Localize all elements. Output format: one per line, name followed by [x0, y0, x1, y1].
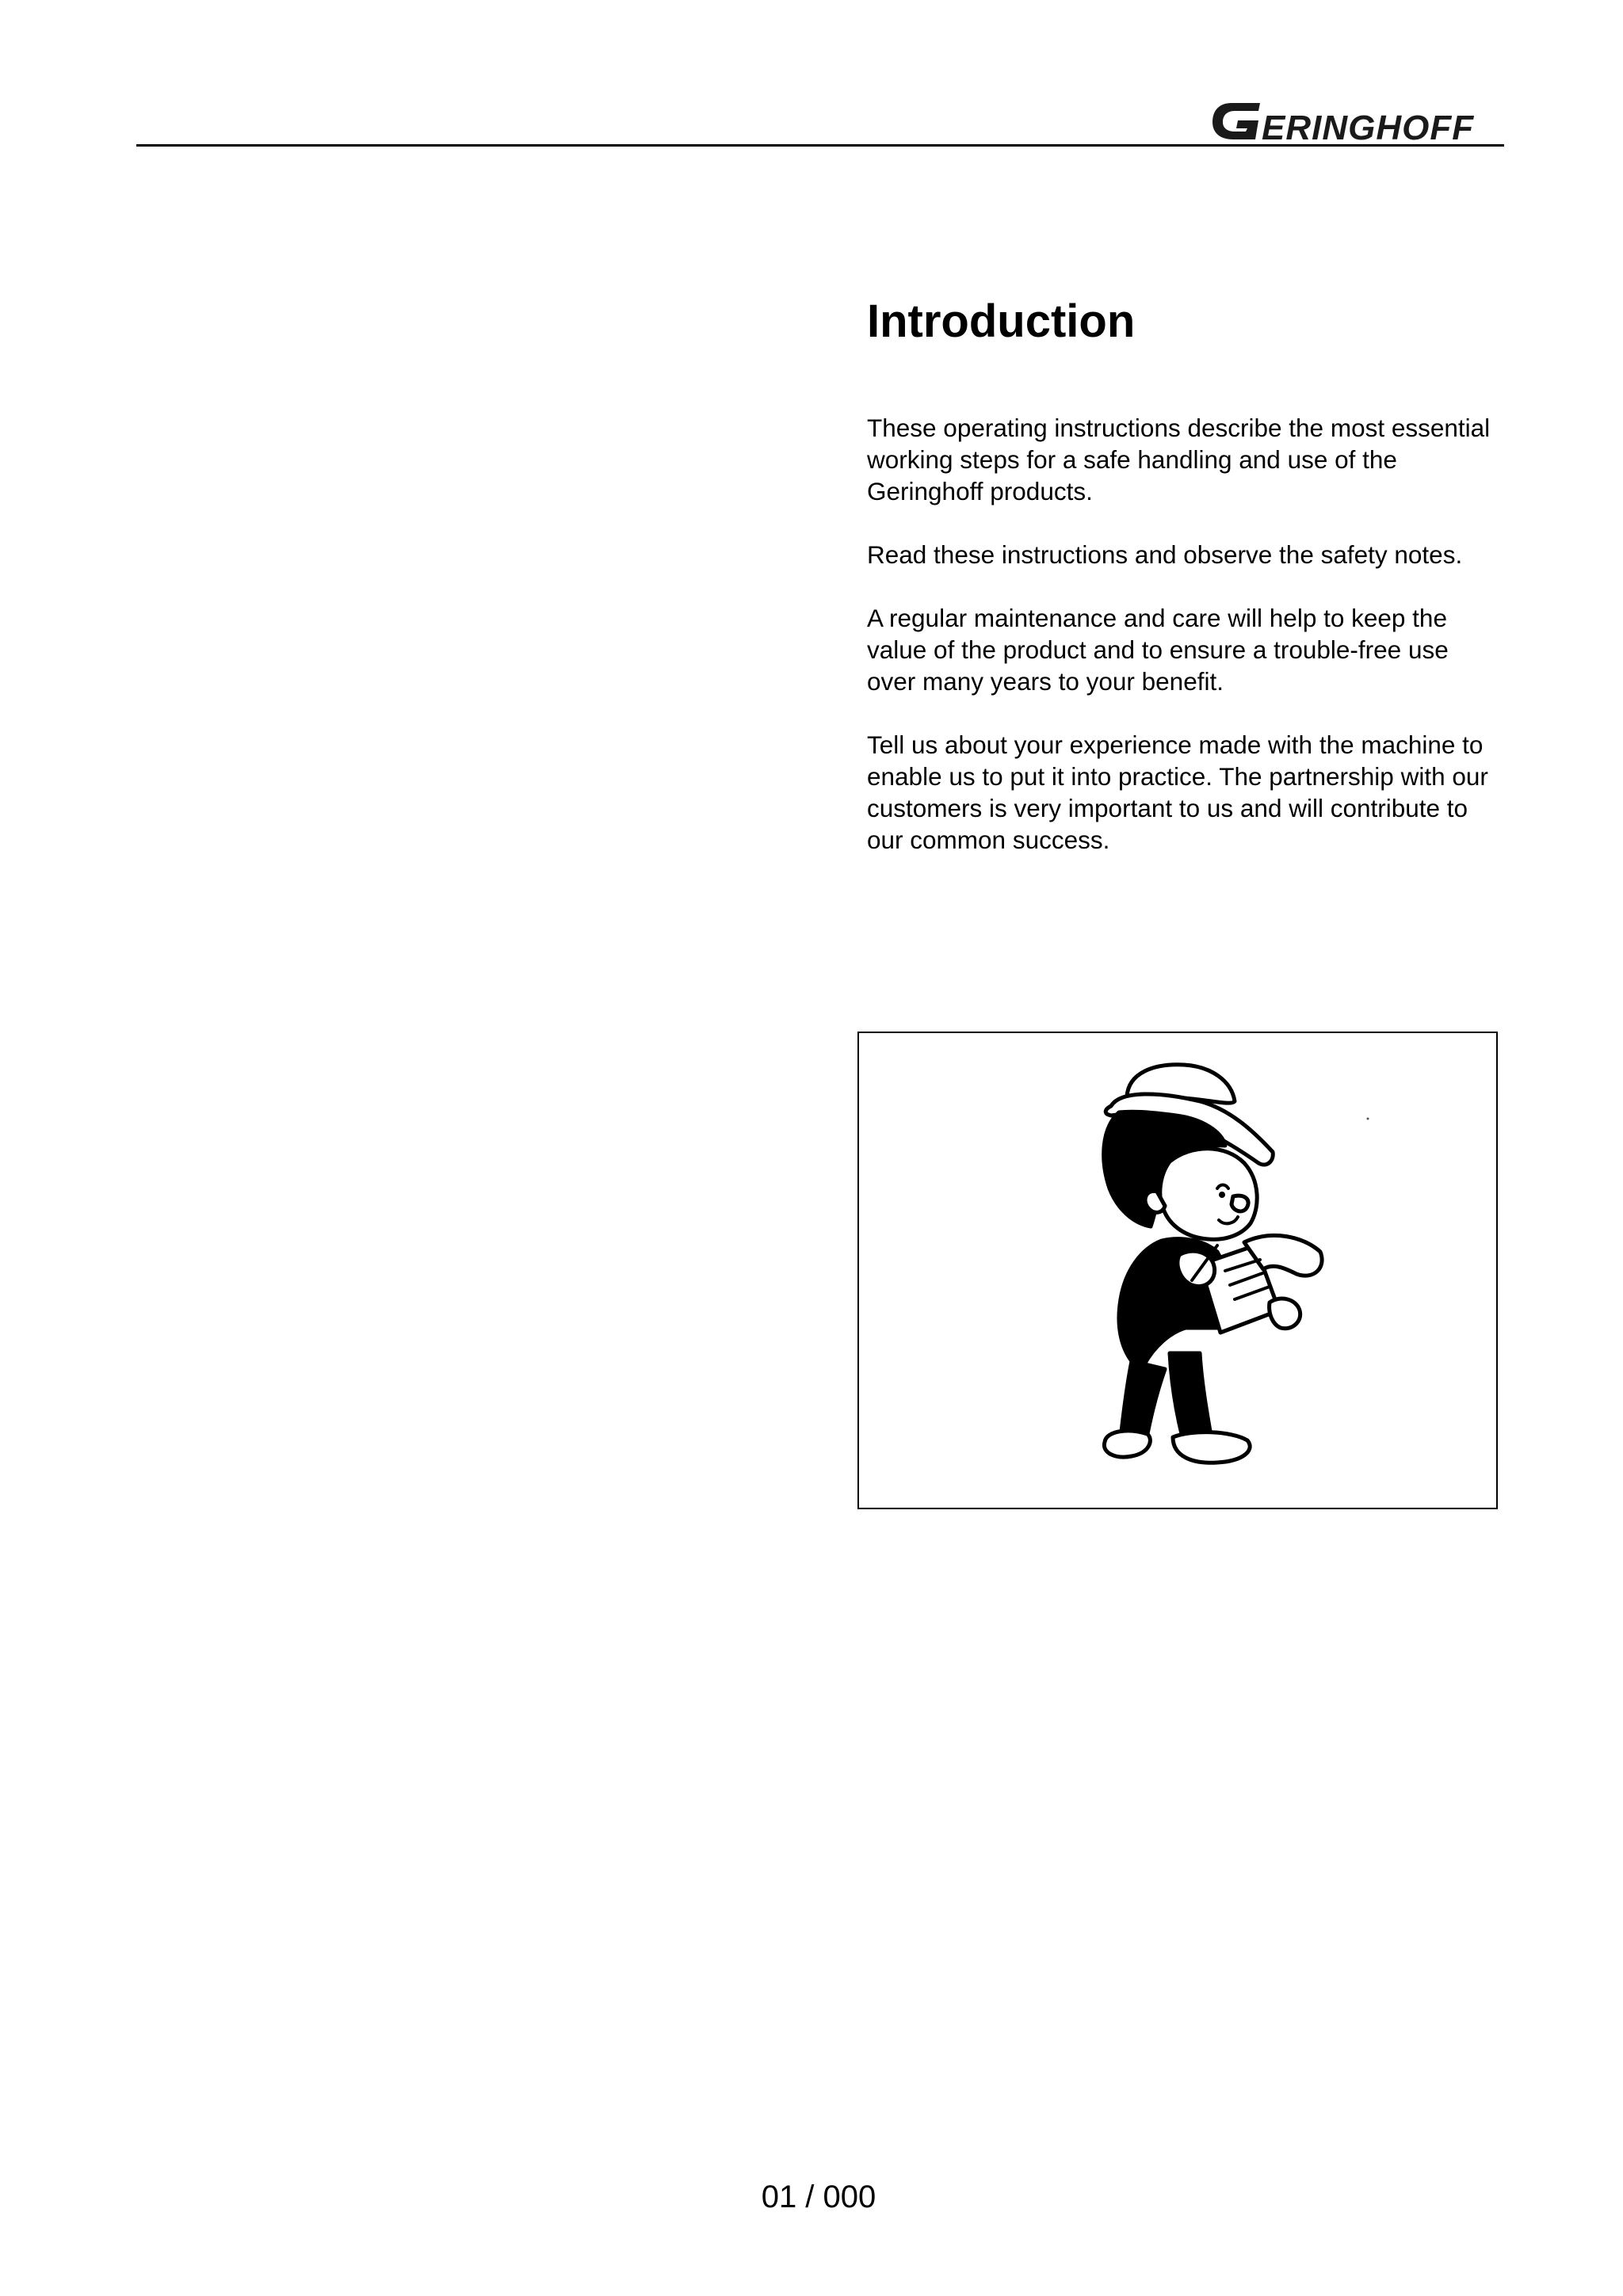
paragraph-4: Tell us about your experience made with the machine to enable us to put it into practice. The partnership with our customers is very important to us and will contribute to our common success.	[867, 730, 1488, 854]
cartoon-man-icon	[859, 1033, 1496, 1508]
paragraph-1: These operating instructions describe the most essential working steps for a safe handling and use of the Geringhoff products.	[867, 414, 1491, 505]
paragraph-3: A regular maintenance and care will help to keep the value of the product and to ensure a trouble-free use over many years to your benefit.	[867, 604, 1449, 696]
page-title: Introduction	[867, 296, 1136, 347]
illustration-frame	[857, 1032, 1498, 1509]
intro-text	[867, 412, 1501, 887]
page-number: 01 / 000	[761, 2180, 876, 2214]
geringhoff-logo	[1211, 95, 1506, 144]
svg-text:ERINGHOFF: ERINGHOFF	[1262, 109, 1475, 144]
paragraph-2: Read these instructions and observe the safety notes.	[867, 540, 1463, 569]
header-rule	[136, 144, 1504, 147]
